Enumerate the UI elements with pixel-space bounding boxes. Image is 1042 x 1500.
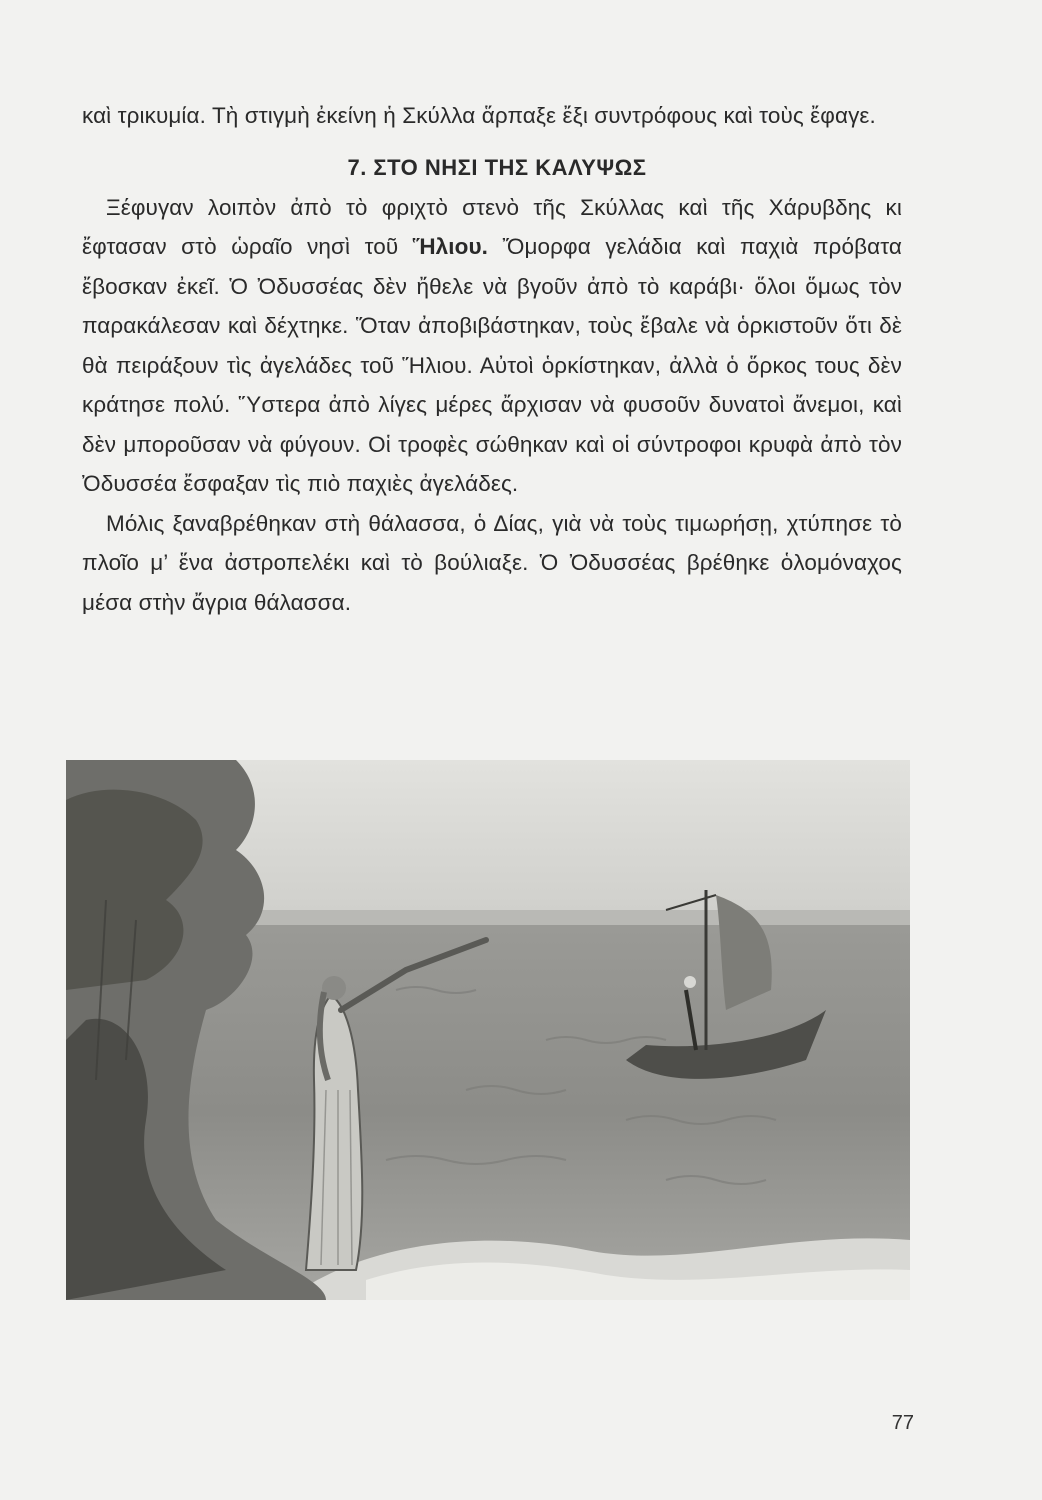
paragraph-1-bold-word: Ἥλιου.	[412, 234, 489, 259]
text-block	[82, 96, 902, 622]
paragraph-1-start: Ξέφυγαν λοιπὸν ἀπὸ τὸ φριχτὸ στενὸ τῆς Σκύλλας καὶ τῆς Χάρυβδης κι ἔφτασαν στὸ ὡραῖο νησὶ τοῦ	[82, 194, 902, 259]
paragraph-2: Μόλις ξαναβρέθηκαν στὴ θάλασσα, ὁ Δίας, γιὰ νὰ τοὺς τιμωρήσῃ, χτύπησε τὸ πλοῖο μ’ ἕνα ἀστροπελέκι καὶ τὸ βούλιαξε. Ὁ Ὀδυσσέας βρέθηκε ὁλομόναχος μέσα στὴν ἄγρια θάλασσα.	[82, 510, 902, 615]
paragraph-1-rest: Ὄμορφα γελάδια καὶ παχιὰ πρόβατα ἔβοσκαν ἐκεῖ. Ὁ Ὀδυσσέας δὲν ἤθελε νὰ βγοῦν ἀπὸ τὸ καράβι· ὅλοι ὅμως τὸν παρακάλεσαν καὶ δέχτηκε. Ὅταν ἀποβιβάστηκαν, τοὺς ἔβαλε νὰ ὁρκιστοῦν ὅτι δὲ θὰ πειράξουν τὶς ἀγελάδες τοῦ Ἥλιου. Αὐτοὶ ὁρκίστηκαν, ἀλλὰ ὁ ὅρκος τους δὲν κράτησε πολύ. Ὕστερα ἀπὸ λίγες μέρες ἄρχισαν νὰ φυσοῦν δυνατοὶ ἄνεμοι, καὶ δὲν μποροῦσαν νὰ φύγουν. Οἱ τροφὲς σώθηκαν καὶ οἱ σύντροφοι κρυφὰ ἀπὸ τὸν Ὀδυσσέα ἔσφαξαν τὶς πιὸ παχιὲς ἀγελάδες.	[82, 234, 902, 496]
page-number: 77	[891, 1412, 914, 1434]
illustration-drawing	[66, 760, 910, 1300]
continuation-paragraph: καὶ τρικυμία. Τὴ στιγμὴ ἐκείνη ἡ Σκύλλα ἅρπαξε ἔξι συντρόφους καὶ τοὺς ἔφαγε.	[82, 103, 876, 128]
paragraph-1	[82, 188, 902, 504]
illustration-calypso-farewell	[66, 760, 910, 1300]
chapter-heading: 7. ΣΤΟ ΝΗΣΙ ΤΗΣ ΚΑΛΥΨΩΣ	[347, 154, 647, 180]
